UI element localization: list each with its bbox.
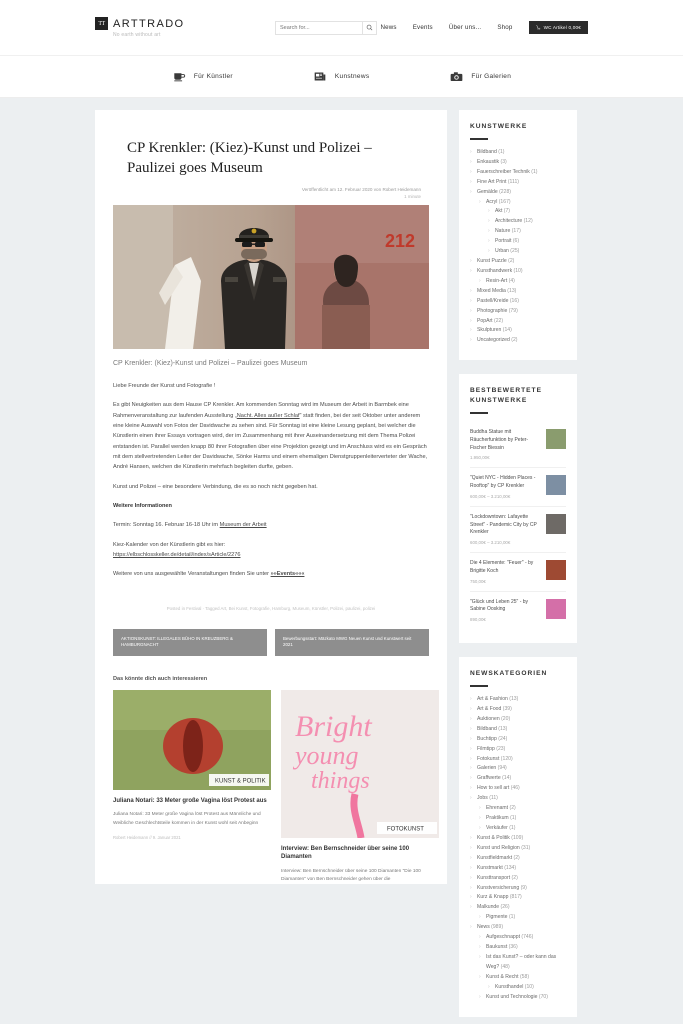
rated-product-price: 1.950,00€ [470,455,490,461]
category-count: (22) [494,317,504,324]
category-label[interactable]: Skulpturen [477,327,503,334]
rated-product-item[interactable] [470,422,566,468]
related-excerpt: Juliana Notari: 33 Meter große Vagina löst Protest aus Männliche und Weibliche Geschlechtsteile kommen in der Kunst wohl seit Anbeginn [113,812,261,826]
category-count: (70) [538,993,548,1000]
rated-product-thumbnail [546,560,566,580]
subnav-label: Für Künstler [193,73,233,80]
category-item[interactable] [470,207,566,217]
kalender-text: Kiez-Kalender von der Künstlerin gibt es hier: [113,541,226,548]
category-label[interactable]: Kunst Puzzle [477,258,509,265]
category-label[interactable]: Art & Food [477,705,503,712]
category-item[interactable] [470,745,566,755]
article-column [95,110,447,884]
rated-product-thumbnail [546,429,566,449]
page-title: CP Krenkler: (Kiez)-Kunst und Polizei – Paulizei goes Museum [127,140,372,177]
category-item[interactable] [470,705,566,715]
category-label[interactable]: Nature [495,228,512,235]
category-count: (111) [507,178,519,185]
category-item[interactable] [470,695,566,705]
camera-icon [449,69,464,84]
widget-kunstwerke [459,110,577,360]
category-item[interactable] [470,804,566,814]
category-label[interactable]: Auktionen [477,715,502,722]
category-label[interactable]: Praktikum [486,815,511,822]
category-label[interactable]: Baukunst [486,944,509,951]
svg-text:things: things [311,768,370,795]
category-label[interactable]: Fine Art Print [477,178,508,185]
category-count: (14) [502,775,512,782]
related-card[interactable] [281,690,439,884]
category-label[interactable]: Kunstmarkt [477,864,505,871]
search-form[interactable] [275,21,377,35]
category-label[interactable]: Kurz & Knapp [477,894,510,901]
category-item[interactable] [470,317,566,327]
category-count: (12) [523,218,533,225]
category-count: (134) [504,864,517,871]
termin-text: Termin: Sonntag 16. Februar 16-18 Uhr im [113,522,220,529]
svg-text:FOTOKUNST: FOTOKUNST [387,826,424,833]
category-item[interactable] [470,864,566,874]
paragraph-kalender [113,540,429,561]
rated-product-price: 890,00€ [470,617,486,623]
category-count: (2) [511,874,518,881]
category-item[interactable] [470,198,566,208]
category-count: (25) [510,248,520,255]
category-label[interactable]: How to sell art [477,785,511,792]
widget-title: NEWSKATEGORIEN [470,669,566,687]
category-count: (10) [513,267,523,274]
category-label[interactable]: Malkunde [477,904,501,911]
svg-text:young: young [295,741,359,771]
category-count: (17) [511,228,521,235]
post-tags: Posted in Festival · Tagged Art, Bei Kunst, Fotografie, Hamburg, Museum, Künstler, Polizei, paulizei, polizei [166,605,376,611]
category-count: (989) [491,924,504,931]
category-count: (36) [508,944,518,951]
category-count: (1) [531,168,538,175]
link-nacht-alles-ausser-schlaf[interactable]: Nacht. Alles außer Schlaf [236,412,300,419]
category-count: (3) [500,158,507,165]
related-date: Robert Heidemann // 9. Januar 2021 [113,834,181,840]
category-label[interactable]: Resin-Art [486,277,509,284]
category-label[interactable]: Bildband [477,148,499,155]
category-count: (2) [509,805,516,812]
next-post-link[interactable]: Bewerbungsstart: Mäzkato MWG Neuen Kunst und Kunstwert seit 2021 [275,629,429,656]
rated-text [470,429,540,460]
search-input[interactable] [275,21,363,35]
related-card[interactable] [113,690,271,884]
category-label[interactable]: Kunst und Technologie [486,993,539,1000]
category-label[interactable]: Portrait [495,238,513,245]
category-count: (109) [511,834,524,841]
brand-name: ARTTRADO [113,17,185,30]
rated-product-item[interactable] [470,468,566,507]
related-thumbnail [281,690,439,838]
category-item[interactable] [470,267,566,277]
category-item[interactable] [470,874,566,884]
cart-label: WC Artikel 0,00€ [543,25,581,30]
link-museum-der-arbeit[interactable]: Museum der Arbeit [219,522,267,529]
category-item[interactable] [470,993,566,1003]
newskategorien-list [470,695,566,1003]
category-label[interactable]: Mixed Media [477,287,508,294]
rated-text [470,475,540,499]
category-count: (4) [508,277,515,284]
category-label[interactable]: Kunst & Politik [477,834,512,841]
hero-image [113,205,429,349]
category-item[interactable] [470,854,566,864]
category-item[interactable] [470,923,566,933]
category-count: (14) [502,327,512,334]
category-count: (120) [500,755,513,762]
svg-text:212: 212 [385,230,416,251]
search-button[interactable] [363,21,377,35]
widget-bestbewertete-kunstwerke [459,374,577,643]
category-item[interactable] [470,297,566,307]
category-label[interactable]: Uncategorized [477,337,512,344]
rated-product-name[interactable]: "Glück und Leben 25" - by Sabine Oosking [470,598,529,613]
category-label[interactable]: Kunst und Religion [477,844,522,851]
category-count: (167) [498,198,511,205]
category-item[interactable] [470,287,566,297]
category-count: (48) [500,963,510,970]
paragraph-connection: Kunst und Polizei – eine besondere Verbindung, die es so noch nicht gegeben hat. [113,483,318,490]
category-label[interactable]: Ehrenamt [486,805,510,812]
rated-text [470,560,540,584]
sidebar [459,110,577,1017]
post-subtitle: CP Krenkler: (Kiez)-Kunst und Polizei – Paulizei goes Museum [113,359,308,367]
related-thumbnail [113,690,271,790]
nav-item-news[interactable]: News [380,24,397,31]
category-label[interactable]: Acryl [486,198,499,205]
category-item[interactable] [470,257,566,267]
category-count: (228) [499,188,511,195]
related-grid [113,690,429,884]
subnav-item-kunstnews[interactable] [313,69,370,84]
category-item[interactable] [470,973,566,983]
category-count: (1) [498,148,505,155]
widget-title: KUNSTWERKE [470,122,566,140]
category-label[interactable]: Kunsthandwerk [477,267,514,274]
category-item[interactable] [470,715,566,725]
category-item[interactable] [470,247,566,257]
category-label[interactable]: Akt [495,208,504,215]
category-count: (9) [520,884,527,891]
category-count: (1) [510,815,517,822]
category-label[interactable]: Pigmente [486,914,509,921]
category-item[interactable] [470,844,566,854]
site-header [0,0,683,56]
category-count: (11) [489,795,498,802]
category-label[interactable]: Enkaustik [477,158,501,165]
category-item[interactable] [470,277,566,287]
category-count: (46) [510,785,520,792]
events-text: Weitere von uns ausgewählte Veranstaltungen finden Sie unter [113,571,271,578]
category-label[interactable]: Buchtipp [477,735,499,742]
category-count: (6) [512,238,520,245]
category-item[interactable] [470,953,566,973]
rated-text [470,599,540,623]
rated-product-item[interactable] [470,592,566,630]
category-item[interactable] [470,784,566,794]
brand[interactable] [95,17,245,38]
search-icon [366,24,373,31]
paragraph-termin [113,520,429,530]
nav-item-ueber-uns[interactable]: Über uns... [448,24,482,31]
category-item[interactable] [470,794,566,804]
category-label[interactable]: Kunstversicherung [477,884,521,891]
category-item[interactable] [470,148,566,158]
rated-text [470,514,540,545]
category-count: (23) [496,745,506,752]
category-item[interactable] [470,834,566,844]
rated-product-item[interactable] [470,553,566,592]
category-label[interactable]: Fotokunst [477,755,501,762]
subnav-label: Für Galerien [471,73,512,80]
p2-text-a: Es gibt Neuigkeiten aus dem Hause CP Krenkler. Am kommenden Sonntag wird im Museum der Arbeit in Barmbek eine Rahmenveranstaltung zur laufenden Ausstellung „ [113,402,409,419]
category-item[interactable] [470,307,566,317]
category-label[interactable]: Aufgeschnappt [486,934,522,941]
related-excerpt: Interview: Ben Bernschneider über seine 100 Diamanten "Die 100 Diamanten" von Ben Bernschneider gehen über die [281,868,421,882]
newspaper-icon [313,69,328,84]
category-label[interactable]: Photographie [477,307,509,314]
kunstwerke-category-list [470,148,566,346]
rated-product-name[interactable]: "Quiet NYC - Hidden Places - Rooftop" by CP Krenkler [470,475,536,490]
category-label[interactable]: Ist das Kunst? – oder kann das Weg? [486,953,557,970]
category-item[interactable] [470,158,566,168]
related-title[interactable]: Juliana Notari: 33 Meter große Vagina löst Protest aus [113,798,267,805]
paragraph-greeting: Liebe Freunde der Kunst und Fotografie ! [113,383,216,389]
p2-text-b: “ statt finden, bei der seit Oktober unter anderem eine kleine Auswahl von Fotos der Davidwache zu sehen sind. Für Sonntag ist eine kleine Lesung geplant, bei welcher die Künstlerin einen ihrer Essays vortragen wird, der im Zusammenhang mit ihrer Auseinandersetzung mit dem Thema Polizei entstanden ist. Parallel werden knapp 80 ihrer Fotografien über eine Projektion gezeigt und im Anschluss wird es ein Gespräch mit dem stellvertretenden Leiter der Davidwache, Sönke Harms und einem ehemaligen Dienstgruppenleiterverteter der Wache, André Hansen, welchen die Künstlerin mehrfach begleiten durfte, geben. [113,412,428,471]
category-count: (31) [521,844,531,851]
rated-product-price: 600,00€ – 3.210,00€ [470,540,511,546]
category-item[interactable] [470,764,566,774]
category-count: (94) [497,765,507,772]
category-item[interactable] [470,326,566,336]
post-navigation [113,629,429,656]
category-item[interactable] [470,227,566,237]
category-label[interactable]: Filmtipp [477,745,497,752]
category-count: (16) [509,297,519,304]
category-item[interactable] [470,913,566,923]
cart-icon [536,25,541,30]
category-count: (746) [521,934,534,941]
rated-product-thumbnail [546,475,566,495]
category-item[interactable] [470,336,566,346]
category-item[interactable] [470,178,566,188]
category-item[interactable] [470,217,566,227]
brand-logo-icon: TT [95,17,108,30]
related-heading: Das könnte dich auch interessieren [113,676,208,683]
category-item[interactable] [470,884,566,894]
category-item[interactable] [470,735,566,745]
rated-product-price: 750,00€ [470,578,486,584]
bestrated-list [470,422,566,629]
category-item[interactable] [470,814,566,824]
category-label[interactable]: Kunsttransport [477,874,512,881]
read-time: 1 minute [404,193,421,199]
category-label[interactable]: Kunstfieldmarkt [477,854,514,861]
category-label[interactable]: Kunsthandel [495,983,525,990]
subnav-item-fuer-galerien[interactable] [449,69,511,84]
subnav-label: Kunstnews [334,73,370,80]
category-label[interactable]: Kunst & Recht [486,973,520,980]
category-item[interactable] [470,983,566,993]
rated-product-name[interactable]: "Lockdowntown: Lafayette Street" - Pandemic City by CP Krenkler [470,513,537,536]
nav-item-events[interactable]: Events [412,24,433,31]
category-count: (24) [498,735,508,742]
category-count: (13) [507,287,517,294]
category-item[interactable] [470,943,566,953]
svg-text:Bright: Bright [295,710,372,744]
category-label[interactable]: Graffwerte [477,775,503,782]
main-nav [380,21,588,34]
brand-tagline: No earth without art [113,32,161,38]
link-elbschlosskeller[interactable]: https://elbschlosskeller.de/detail/index/sArticle/2276 [113,552,241,559]
widget-newskategorien [459,657,577,1016]
category-label[interactable]: Urban [495,248,511,255]
category-count: (1) [508,914,516,921]
category-label[interactable]: PopArt [477,317,494,324]
category-label[interactable]: Architecture [495,218,524,225]
category-item[interactable] [470,755,566,765]
category-label[interactable]: Art & Fashion [477,696,510,702]
previous-post-link[interactable]: AKTIONSKUNST: ILLEGALES BÜHO IN KREUZBERG & HAMBURGNACHT [113,629,267,656]
category-label[interactable]: Bildband [477,725,499,732]
paragraph-news [113,400,429,472]
svg-text:KUNST & POLITIK: KUNST & POLITIK [215,778,266,785]
related-title[interactable]: Interview: Ben Bernschneider über seine 100 Diamanten [281,846,410,861]
category-item[interactable] [470,824,566,834]
category-count: (20) [501,715,511,722]
link-events[interactable]: »»Events««« [270,571,305,578]
category-count: (1) [509,824,516,831]
cart-button[interactable] [529,21,588,34]
category-count: (79) [508,307,518,314]
rated-product-item[interactable] [470,507,566,553]
post-meta: Veröffentlicht am 12. Februar 2020 von Robert Heidemann [301,186,421,192]
category-count: (817) [509,894,522,901]
category-label[interactable]: Verkäufer [486,824,510,831]
category-label[interactable]: News [477,924,492,931]
category-count: (2) [511,337,518,344]
category-count: (58) [519,973,530,980]
category-label[interactable]: Fauerschreiber Technik [477,168,532,175]
category-item[interactable] [470,933,566,943]
heading-weitere-informationen: Weitere Informationen [113,503,172,510]
category-count: (13) [509,696,519,702]
category-count: (7) [503,208,511,215]
category-item[interactable] [470,774,566,784]
rated-product-name[interactable]: Buddha Statue mit Räucherfunktion by Peter-Fischer Biessin [470,429,529,451]
category-count: (10) [524,983,534,990]
category-label[interactable]: Jobs [477,795,490,802]
category-count: (2) [513,854,520,861]
post-body [113,381,429,580]
cup-icon [172,69,187,84]
category-count: (13) [498,725,508,732]
main-wrapper [0,98,683,1017]
secondary-nav [0,56,683,98]
category-count: (39) [502,705,512,712]
rated-product-thumbnail [546,599,566,619]
nav-item-shop[interactable]: Shop [497,24,513,31]
category-label[interactable]: Galerien [477,765,498,772]
category-item[interactable] [470,903,566,913]
category-item[interactable] [470,893,566,903]
rated-product-name[interactable]: Die 4 Elemente: "Feuer" - by Brigitte Koch [470,560,534,574]
subnav-item-fuer-kuenstler[interactable] [172,69,233,84]
paragraph-events [113,569,429,579]
category-item[interactable] [470,237,566,247]
category-item[interactable] [470,725,566,735]
widget-title: BESTBEWERTETE KUNSTWERKE [470,386,566,414]
category-count: (26) [500,904,510,911]
category-label[interactable]: Pastell/Kreide [477,297,510,304]
rated-product-price: 600,00€ – 3.210,00€ [470,493,511,499]
category-label[interactable]: Gemälde [477,188,500,195]
rated-product-thumbnail [546,514,566,534]
category-count: (2) [508,258,515,265]
category-item[interactable] [470,188,566,198]
category-item[interactable] [470,168,566,178]
